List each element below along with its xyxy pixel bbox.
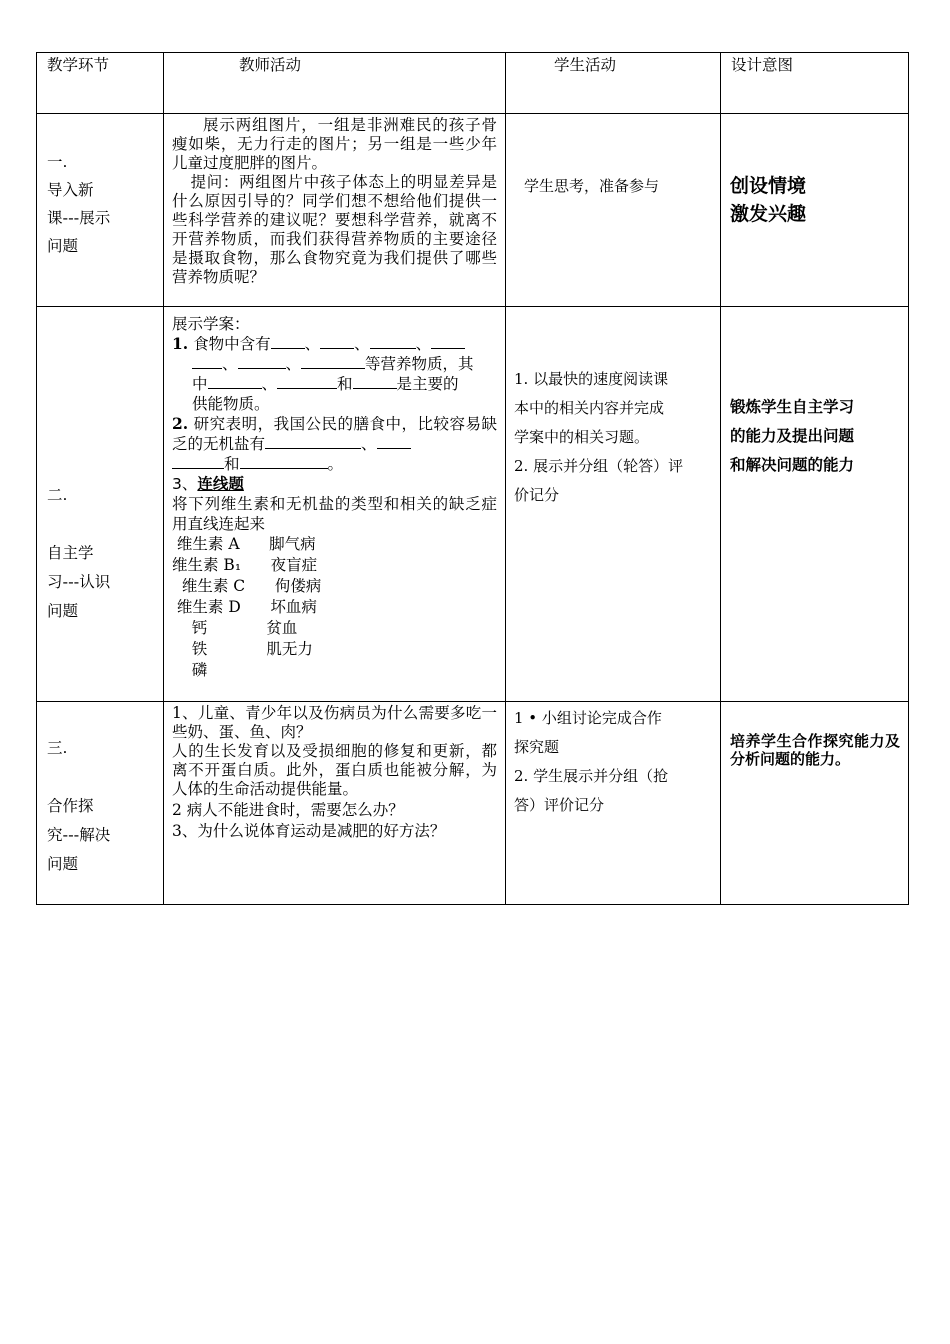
matching-item: 铁 肌无力	[172, 640, 313, 658]
design-intent-cell	[721, 114, 909, 307]
question-3: 3、连线题	[172, 475, 244, 493]
intent-line: 和解决问题的能力	[730, 456, 855, 474]
question-1-cont: 供能物质。	[192, 395, 270, 413]
matching-item: 磷	[172, 661, 208, 679]
stage-line: 三.	[47, 739, 68, 757]
stage-line: 合作探	[47, 797, 94, 815]
matching-item: 维生素 C 佝偻病	[172, 577, 322, 595]
stage-line: 自主学	[47, 544, 94, 562]
student-line: 2. 学生展示并分组（抢	[514, 767, 669, 785]
answer-blank[interactable]	[320, 334, 354, 349]
intent-line: 锻炼学生自主学习	[730, 398, 855, 416]
question-1-cont: 中 、 和 是主要的	[192, 375, 459, 393]
student-line: 本中的相关内容并完成	[514, 399, 665, 417]
stage-line: 究---解决	[47, 826, 111, 844]
student-line: 1. 以最快的速度阅读课	[514, 370, 669, 388]
matching-item: 钙 贫血	[172, 619, 298, 637]
intent-line: 创设情境	[730, 175, 807, 197]
design-intent-cell	[721, 702, 909, 905]
stage-cell	[37, 114, 164, 307]
student-activity-cell	[506, 114, 721, 307]
stage-line: 导入新	[47, 181, 94, 199]
stage-line: 习---认识	[47, 573, 111, 591]
answer-blank[interactable]	[192, 354, 222, 369]
student-line: 学案中的相关习题。	[514, 428, 650, 446]
stage-cell	[37, 307, 164, 702]
table-row	[37, 307, 909, 702]
stage-line: 问题	[47, 602, 79, 620]
answer-blank[interactable]	[208, 374, 262, 389]
student-activity-cell	[506, 702, 721, 905]
stage-cell	[37, 702, 164, 905]
answer-blank[interactable]	[377, 434, 411, 449]
teacher-activity-cell	[164, 114, 506, 307]
question-1: 1. 食物中含有 、 、 、	[172, 334, 497, 354]
student-line: 探究题	[514, 738, 560, 756]
matching-list	[172, 534, 497, 681]
answer-blank[interactable]	[431, 334, 465, 349]
header-stage: 教学环节	[37, 53, 164, 114]
teacher-paragraph: 提问：两组图片中孩子体态上的明显差异是什么原因引导的？同学们想不想给他们提供一些科学营养的建议呢？要想科学营养，就离不开营养物质，而我们获得营养物质的主要途径是摄取食物，那么食物究竟为我们提供了哪些营养物质呢？	[172, 173, 497, 286]
student-text: 学生思考，准备参与	[524, 177, 660, 195]
teacher-intro: 展示学案：	[172, 315, 250, 333]
question-2: 2. 研究表明，我国公民的膳食中，比较容易缺乏的无机盐有 、	[172, 414, 497, 453]
intent-text: 培养学生合作探究能力及分析问题的能力。	[730, 732, 900, 768]
answer-blank[interactable]	[370, 334, 416, 349]
answer-blank[interactable]	[271, 334, 305, 349]
answer-blank[interactable]	[240, 454, 328, 469]
stage-line: 问题	[47, 855, 79, 873]
matching-item: 维生素 A 脚气病	[172, 535, 316, 553]
student-line: 1 • 小组讨论完成合作	[514, 709, 662, 727]
teacher-paragraph: 展示两组图片，一组是非洲难民的孩子骨瘦如柴，无力行走的图片；另一组是一些少年儿童过度肥胖的图片。	[172, 116, 497, 172]
answer-blank[interactable]	[301, 354, 365, 369]
stage-line: 二.	[47, 486, 68, 504]
student-line: 答）评价记分	[514, 796, 605, 814]
answer-blank[interactable]	[238, 354, 286, 369]
stage-line: 问题	[47, 237, 79, 255]
stage-line: 一.	[47, 153, 68, 171]
teacher-paragraph: 3、为什么说体育运动是减肥的好方法？	[172, 822, 446, 840]
header-row	[37, 53, 909, 114]
header-intent: 设计意图	[721, 53, 909, 114]
table-row	[37, 114, 909, 307]
lesson-plan-table	[36, 52, 909, 905]
header-teacher: 教师活动	[164, 53, 506, 114]
table-row	[37, 702, 909, 905]
teacher-paragraph: 人的生长发育以及受损细胞的修复和更新，都离不开蛋白质。此外，蛋白质也能被分解，为人体的生命活动提供能量。	[172, 742, 497, 798]
question-3-desc: 将下列维生素和无机盐的类型和相关的缺乏症用直线连起来	[172, 495, 497, 533]
teacher-paragraph: 1、儿童、青少年以及伤病员为什么需要多吃一些奶、蛋、鱼、肉？	[172, 704, 497, 741]
header-student: 学生活动	[506, 53, 721, 114]
intent-line: 激发兴趣	[730, 203, 807, 225]
student-activity-cell	[506, 307, 721, 702]
design-intent-cell	[721, 307, 909, 702]
answer-blank[interactable]	[265, 434, 361, 449]
student-line: 价记分	[514, 486, 560, 504]
teacher-activity-cell	[164, 307, 506, 702]
intent-line: 的能力及提出问题	[730, 427, 855, 445]
answer-blank[interactable]	[172, 454, 224, 469]
matching-item: 维生素 B₁ 夜盲症	[172, 556, 318, 574]
teacher-activity-cell	[164, 702, 506, 905]
teacher-paragraph: 2 病人不能进食时，需要怎么办？	[172, 801, 404, 819]
stage-line: 课---展示	[47, 209, 111, 227]
answer-blank[interactable]	[277, 374, 337, 389]
question-1-cont: 、 、 等营养物质，其	[172, 354, 497, 374]
student-line: 2. 展示并分组（轮答）评	[514, 457, 684, 475]
answer-blank[interactable]	[353, 374, 397, 389]
question-2-cont: 和 。	[172, 454, 497, 474]
matching-item: 维生素 D 坏血病	[172, 598, 317, 616]
